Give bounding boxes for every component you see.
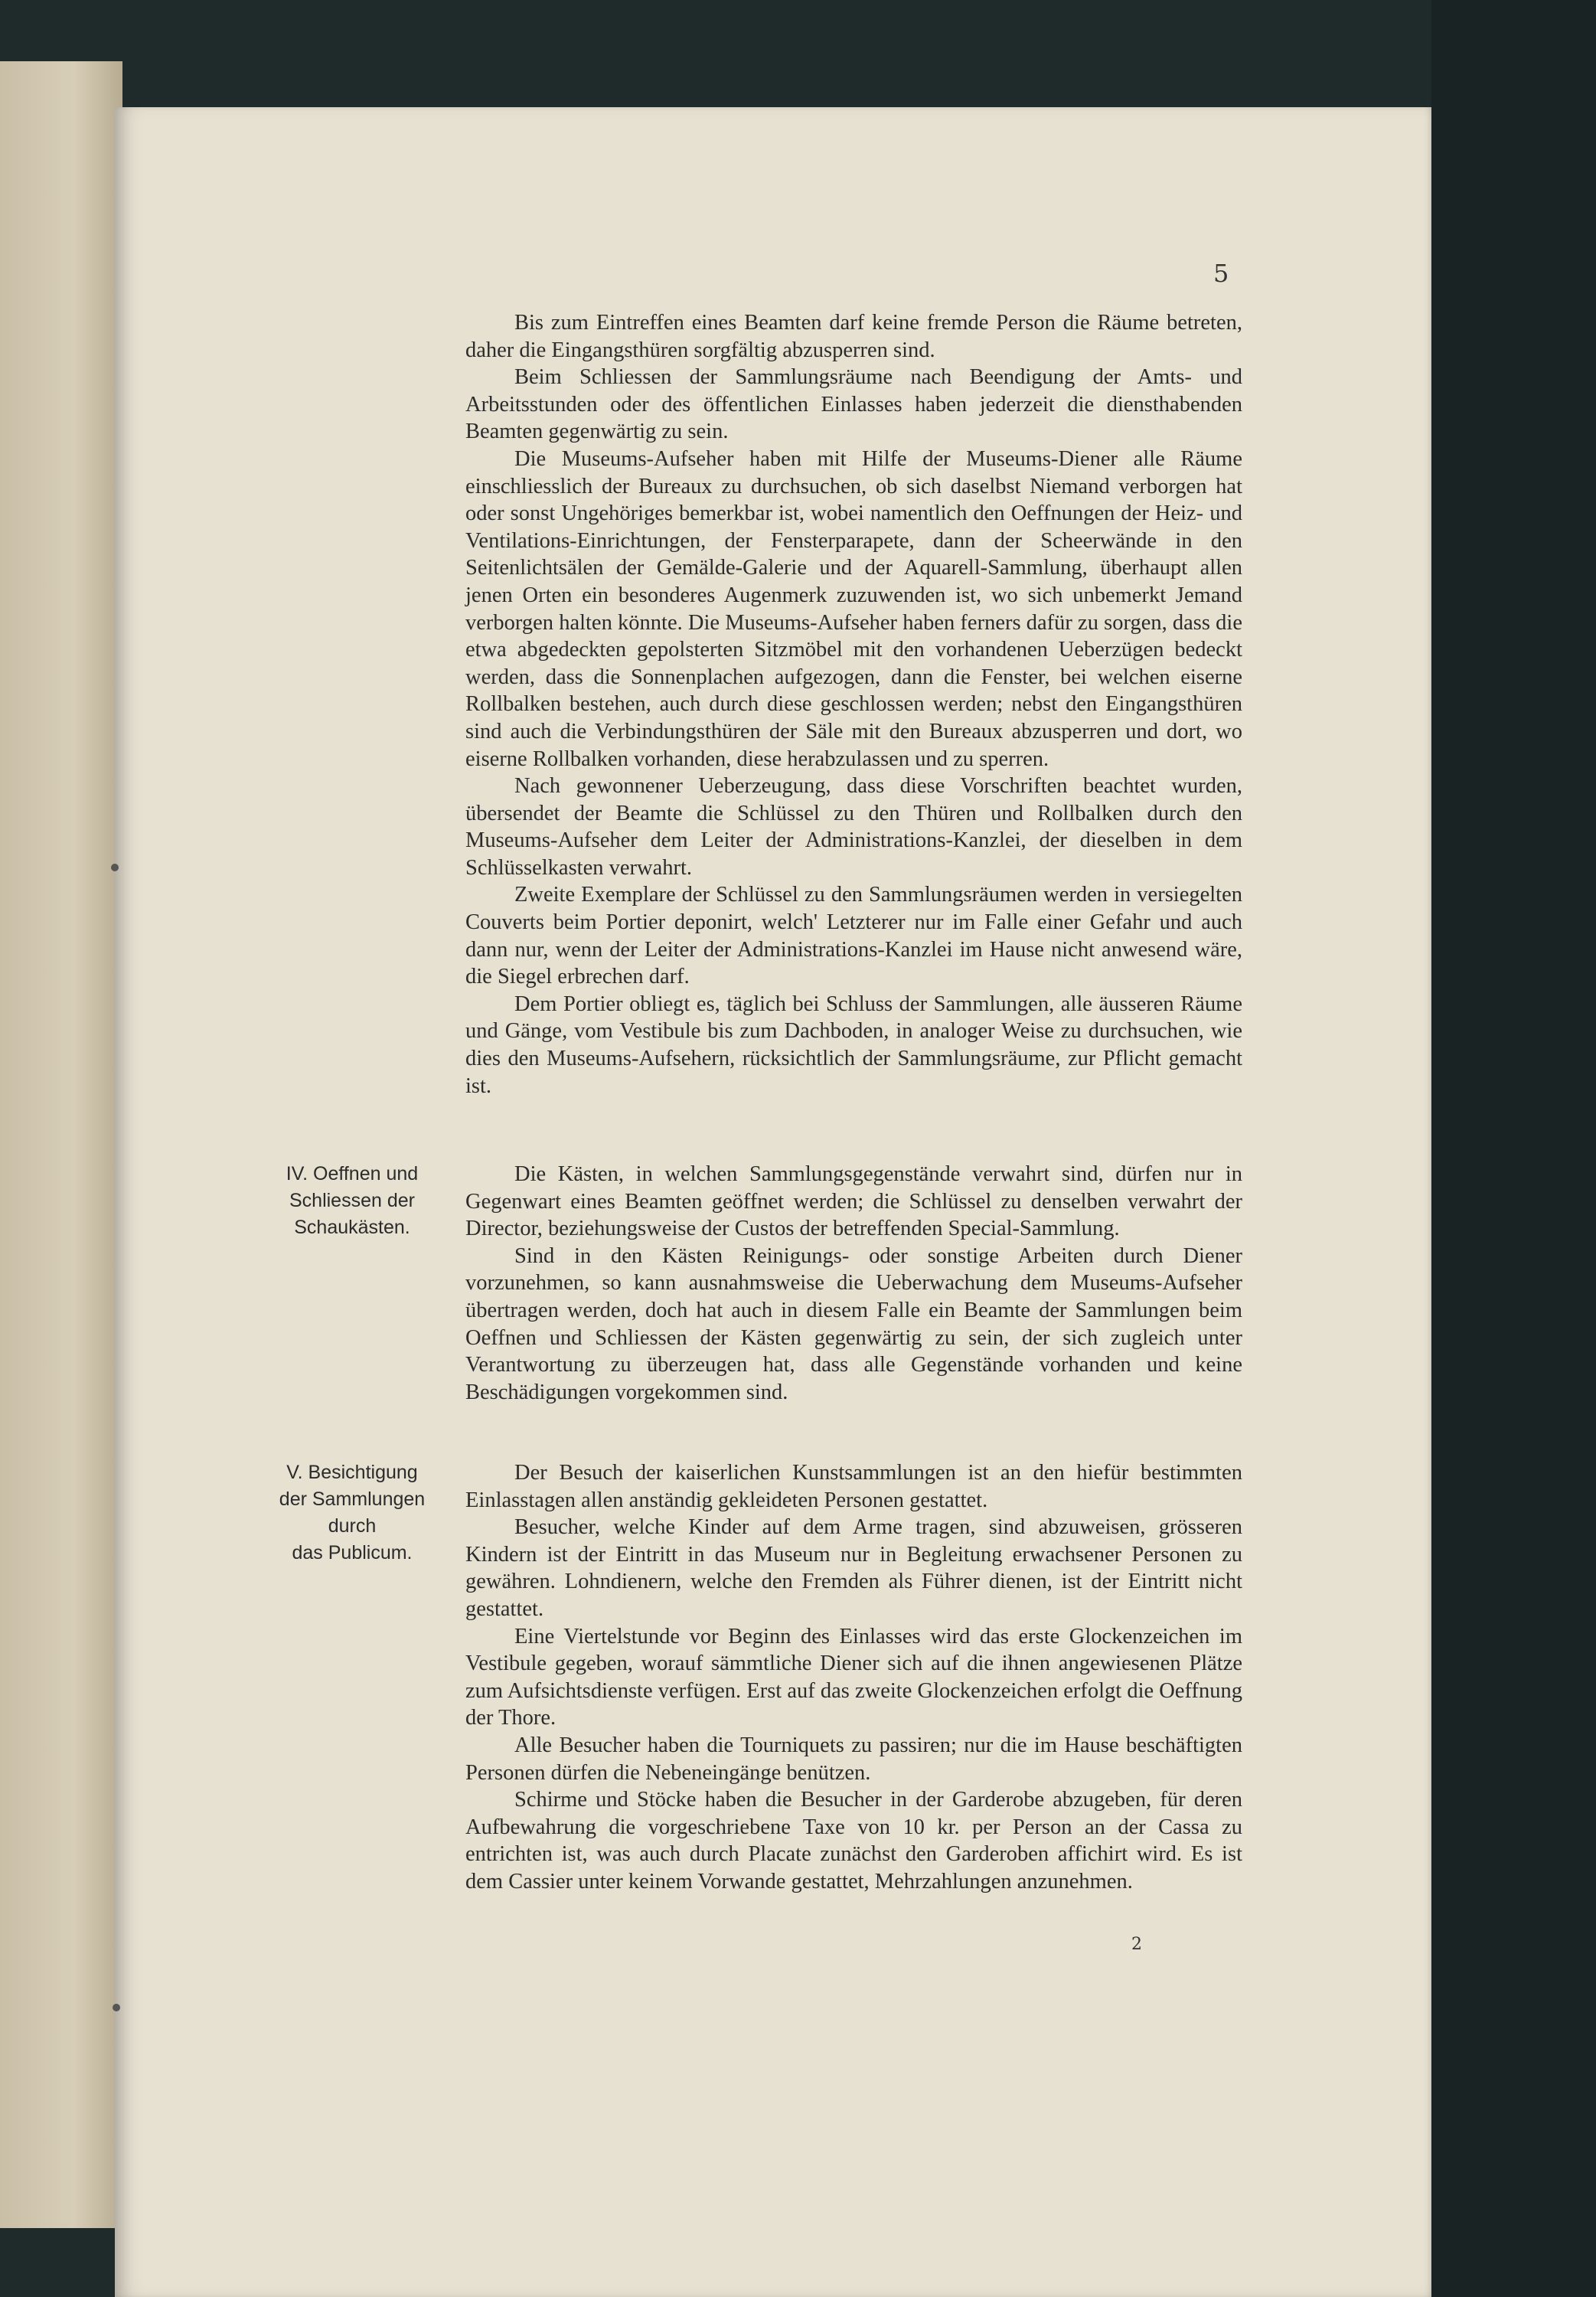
paragraph: Dem Portier obliegt es, täglich bei Schluss der Sammlungen, alle äusseren Räume und Gänge, vom Vestibule bis zum Dachboden, in analoger Weise zu durchsuchen, wie dies den Museums-Aufsehern, rücksichtlich der Sammlungsräume, zur Pflicht gemacht ist.: [465, 992, 1242, 1098]
section-heading-v: [253, 1459, 452, 1567]
signature-mark: 2: [1131, 1935, 1142, 1954]
paragraph: Bis zum Eintreffen eines Beamten darf keine fremde Person die Räume betreten, daher die Eingangsthüren sorgfältig abzusperren sind.: [465, 311, 1242, 362]
heading-line: V. Besichtigung: [286, 1462, 418, 1483]
paragraph: Schirme und Stöcke haben die Besucher in der Garderobe abzugeben, für deren Aufbewahrung die vorgeschriebene Taxe von 10 kr. per Person an der Cassa zu entrichten ist, was auch durch Placate zunächst den Garderoben affichirt wird. Es ist dem Cassier unter keinem Vorwande gestattet, Mehrzahlungen anzunehmen.: [465, 1788, 1242, 1893]
paragraph: Sind in den Kästen Reinigungs- oder sonstige Arbeiten durch Diener vorzunehmen, so kann ausnahmsweise die Ueberwachung dem Museums-Aufseher übertragen werden, doch hat auch in diesem Falle ein Beamte der Sammlungen beim Oeffnen und Schliessen der Kästen gegenwärtig zu sein, der sich zugleich unter Verantwortung zu überzeugen hat, dass alle Gegenstände vorhanden und keine Beschädigungen vorgekommen sind.: [465, 1243, 1242, 1404]
section-heading-iv: [253, 1161, 452, 1241]
dark-backdrop: [1431, 0, 1596, 2297]
heading-line: das Publicum.: [292, 1542, 413, 1563]
paragraph: Besucher, welche Kinder auf dem Arme tragen, sind abzuweisen, grösseren Kindern ist der Eintritt in das Museum nur in Begleitung erwachsener Personen zu gewähren. Lohndienern, welche den Fremden als Führer dienen, ist der Eintritt nicht gestattet.: [465, 1515, 1242, 1621]
heading-line: der Sammlungen: [279, 1488, 426, 1510]
paragraph: Die Kästen, in welchen Sammlungsgegenstände verwahrt sind, dürfen nur in Gegenwart eines Beamten geöffnet werden; die Schlüssel zu denselben verwahrt der Director, beziehungsweise der Custos der betreffenden Special-Sammlung.: [465, 1162, 1242, 1241]
page-number: 5: [1213, 259, 1230, 288]
facing-page-edge: [0, 61, 122, 2228]
paragraph: Beim Schliessen der Sammlungsräume nach Beendigung der Amts- und Arbeitsstunden oder des öffentlichen Einlasses haben jederzeit die diensthabenden Beamten gegenwärtig zu sein.: [465, 365, 1242, 444]
section-intro: [465, 309, 1242, 1099]
heading-line: Schliessen der: [289, 1190, 415, 1211]
section-iv-body: [465, 1161, 1242, 1406]
heading-line: durch: [328, 1515, 377, 1537]
binding-hole: [111, 864, 119, 871]
paragraph: Zweite Exemplare der Schlüssel zu den Sammlungsräumen werden in versiegelten Couverts beim Portier deponirt, welch' Letzterer nur im Falle einer Gefahr und auch dann nur, wenn der Leiter der Administrations-Kanzlei im Hause nicht anwesend wäre, die Siegel erbrechen darf.: [465, 883, 1242, 989]
paragraph: Die Museums-Aufseher haben mit Hilfe der Museums-Diener alle Räume einschliesslich der Bureaux zu durchsuchen, ob sich daselbst Niemand verborgen hat oder sonst Ungehöriges bemerkbar ist, wobei namentlich den Oeffnungen der Heiz- und Ventilations-Einrichtungen, der Fensterparapete, dann der Scheerwände in den Seitenlichtsälen der Gemälde-Galerie und der Aquarell-Sammlung, überhaupt allen jenen Orten ein besonderes Augenmerk zuzuwenden ist, wo sich unbemerkt Jemand verborgen halten könnte. Die Museums-Aufseher haben ferners dafür zu sorgen, dass die etwa abgedeckten gepolsterten Sitzmöbel mit den vorhandenen Ueberzügen bedeckt werden, dass die Sonnenplachen aufgezogen, dann die Fenster, bei welchen eiserne Rollbalken bestehen, auch durch diese geschlossen werden; nebst den Eingangsthüren sind auch die Verbindungsthüren der Säle mit den Bureaux abzusperren und dort, wo eiserne Rollbalken vorhanden, diese herabzulassen und zu sperren.: [465, 446, 1242, 771]
heading-line: Schaukästen.: [294, 1217, 410, 1238]
section-v-body: [465, 1459, 1242, 1896]
binding-hole: [113, 2004, 120, 2011]
heading-line: IV. Oeffnen und: [286, 1163, 419, 1184]
paragraph: Der Besuch der kaiserlichen Kunstsammlungen ist an den hiefür bestimmten Einlasstagen allen anständig gekleideten Personen gestattet.: [465, 1461, 1242, 1512]
paragraph: Alle Besucher haben die Tourniquets zu passiren; nur die im Hause beschäftigten Personen dürfen die Nebeneingänge benützen.: [465, 1733, 1242, 1785]
paragraph: Eine Viertelstunde vor Beginn des Einlasses wird das erste Glockenzeichen im Vestibule gegeben, worauf sämmtliche Diener sich auf die ihnen angewiesenen Plätze zum Aufsichtsdienste verfügen. Erst auf das zweite Glockenzeichen erfolgt die Oeffnung der Thore.: [465, 1624, 1242, 1730]
paragraph: Nach gewonnener Ueberzeugung, dass diese Vorschriften beachtet wurden, übersendet der Beamte die Schlüssel zu den Thüren und Rollbalken durch den Museums-Aufseher dem Leiter der Administrations-Kanzlei, der dieselben in dem Schlüsselkasten verwahrt.: [465, 774, 1242, 880]
